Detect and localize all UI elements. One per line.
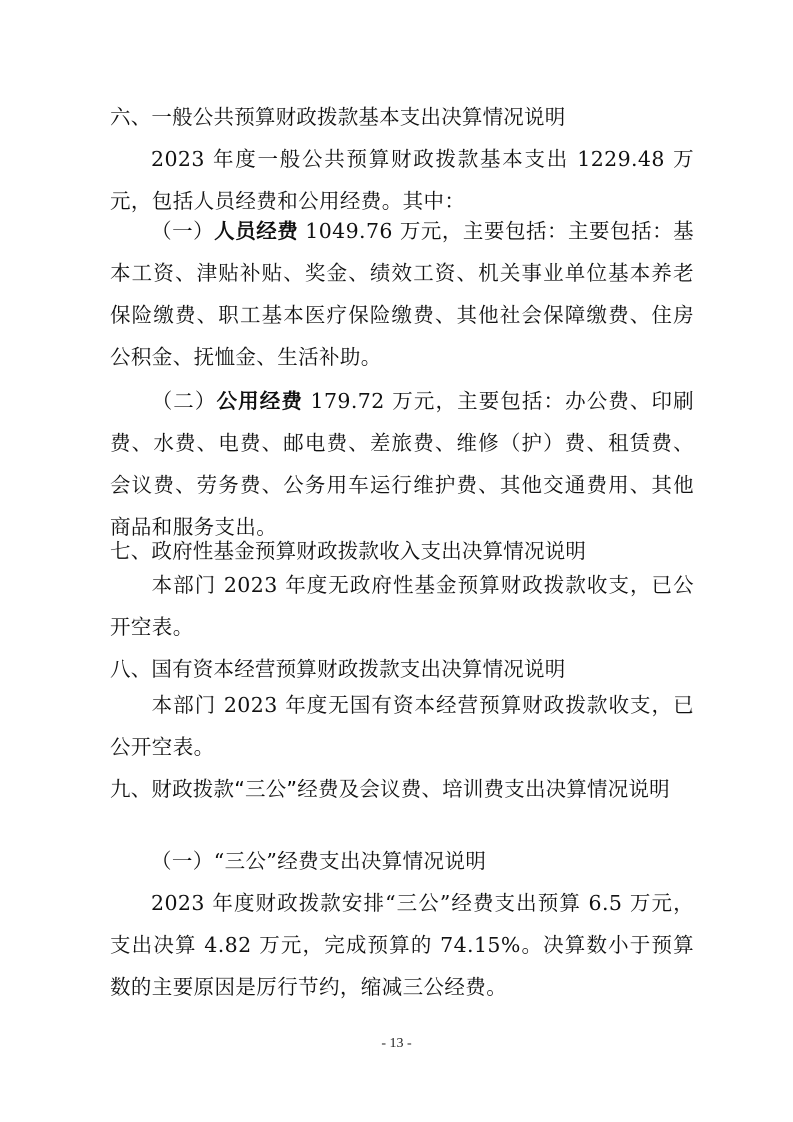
section-6-intro-text: 2023 年度一般公共预算财政拨款基本支出 1229.48 万元，包括人员经费和公用经费。其中： [110, 147, 694, 213]
public-expenses-paragraph [110, 380, 694, 548]
section-7-text-paragraph [110, 564, 694, 648]
personnel-text: 1049.76 万元，主要包括：主要包括：基本工资、津贴补贴、奖金、绩效工资、机关事业单位基本养老保险缴费、职工基本医疗保险缴费、其他社会保障缴费、住房公积金、抚恤金、生活补助。 [110, 219, 694, 369]
public-text: 179.72 万元，主要包括：办公费、印刷费、水费、电费、邮电费、差旅费、维修（护）费、租赁费、会议费、劳务费、公务用车运行维护费、其他交通费用、其他商品和服务支出。 [110, 389, 694, 539]
page-number: - 13 - [381, 1036, 412, 1051]
personnel-label: 人员经费 [214, 219, 299, 243]
public-label: 公用经费 [216, 389, 303, 413]
section-8-text: 本部门 2023 年度无国有资本经营预算财政拨款收支，已公开空表。 [110, 693, 694, 759]
personnel-prefix: （一） [151, 219, 215, 243]
personnel-expenses-paragraph [110, 210, 694, 378]
section-8-text-paragraph [110, 684, 694, 768]
section-7-text: 本部门 2023 年度无政府性基金预算财政拨款收支，已公开空表。 [110, 573, 694, 639]
section-9-text: 2023 年度财政拨款安排“三公”经费支出预算 6.5 万元，支出决算 4.82 万元，完成预算的 74.15%。决算数小于预算数的主要原因是厉行节约，缩减三公经费。 [110, 891, 694, 999]
section-8-heading: 八、国有资本经营预算财政拨款支出决算情况说明 [110, 657, 566, 681]
public-prefix: （二） [151, 389, 217, 413]
section-6-heading: 六、一般公共预算财政拨款基本支出决算情况说明 [110, 105, 566, 129]
section-9-subheading: （一）“三公”经费支出决算情况说明 [151, 849, 487, 873]
section-9-heading: 九、财政拨款“三公”经费及会议费、培训费支出决算情况说明 [110, 777, 670, 801]
section-7-heading: 七、政府性基金预算财政拨款收入支出决算情况说明 [110, 539, 587, 563]
section-9-text-paragraph [110, 882, 694, 1008]
section-9-subheading-paragraph [110, 840, 694, 882]
